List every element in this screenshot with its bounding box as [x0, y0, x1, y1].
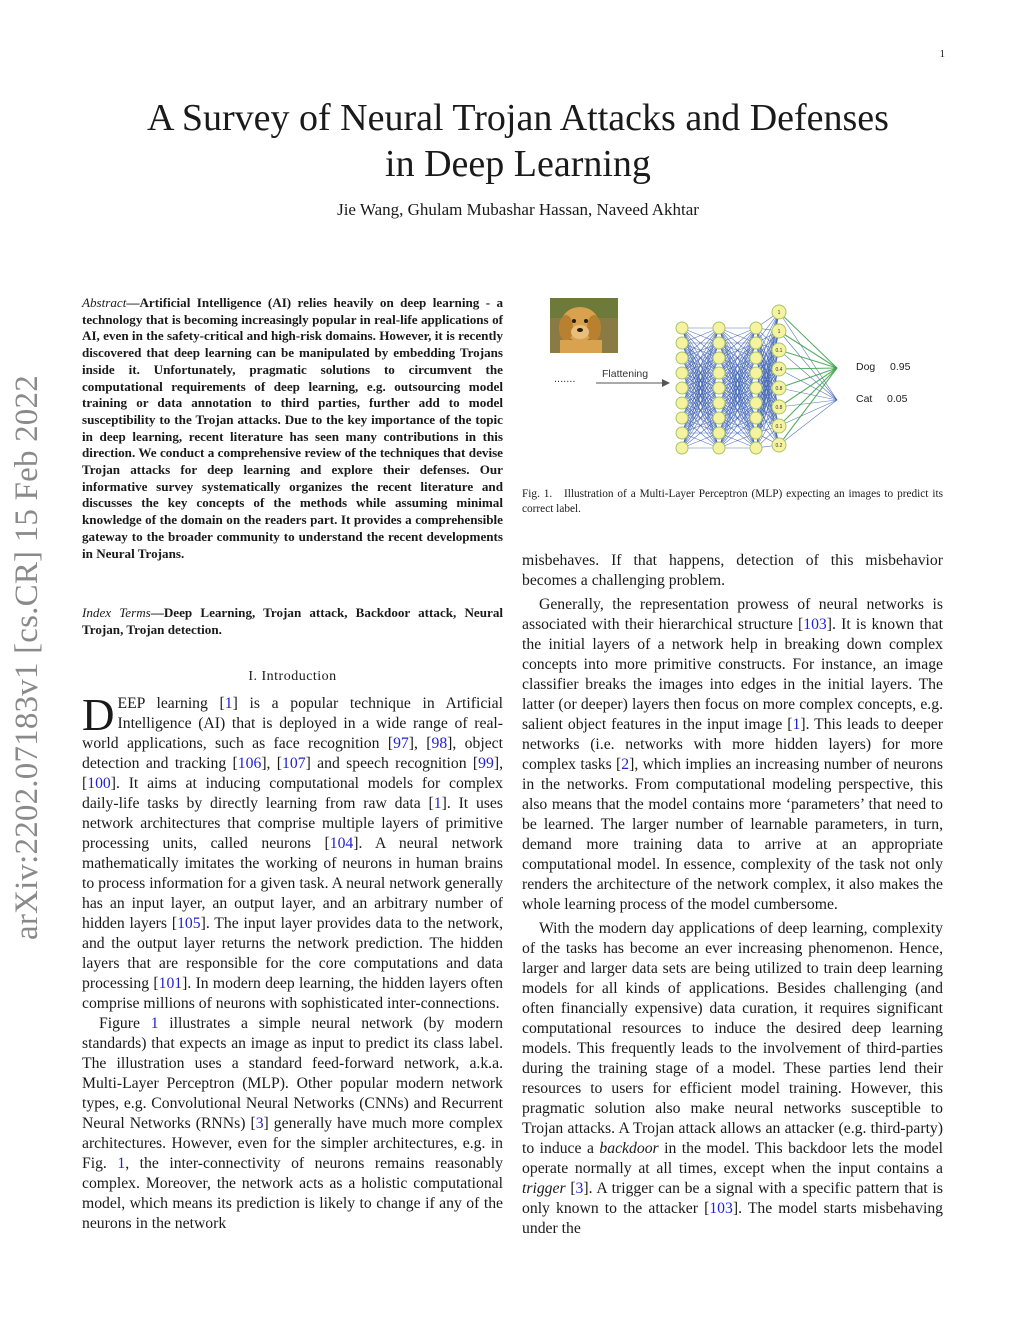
- text-run: in the model. This backdoor lets the model operate normally at all times, except when the input contains a: [522, 1140, 944, 1177]
- neuron: [676, 442, 688, 454]
- connection-edge: [779, 312, 837, 400]
- neuron: [713, 352, 725, 364]
- text-run: ], which implies an increasing number of neurons in the networks. From computational modeling perspective, this also means that the model contains more ‘parameters’ that need to be learned. The larger number of learnable parameters, in turn, demand more training data to arrive at an appropriate computational model. In essence, complexity of the task not only renders the architecture of the network complex, it also makes the whole learning process of the model cumbersome.: [522, 756, 943, 913]
- neuron: [750, 352, 762, 364]
- flattening-label: Flattening: [602, 368, 649, 380]
- flattening-dots: .......: [554, 373, 576, 385]
- text-run: ]. The model starts misbehaving under the: [522, 1200, 944, 1237]
- connection-edge: [779, 368, 837, 426]
- left-column-body: [82, 690, 504, 1234]
- text-run: ]. This leads to deeper networks (i.e. networks with more hidden layers) for more complex tasks [: [522, 716, 943, 773]
- neuron-value: 0.8: [775, 405, 783, 411]
- text-run: ]. It aims at inducing computational models for complex daily-life tasks by directly learning from raw data [: [82, 775, 503, 812]
- citation-link[interactable]: 103: [803, 616, 827, 633]
- text-run: ]. In modern deep learning, the hidden layers often comprise millions of neurons with sophisticated inter-connections.: [82, 975, 503, 1012]
- output-label-dog: Dog: [856, 361, 876, 373]
- neuron: [713, 412, 725, 424]
- neuron: [750, 367, 762, 379]
- citation-link[interactable]: 106: [237, 755, 262, 772]
- output-value-cat: 0.05: [887, 393, 908, 405]
- text-run: Generally, the representation prowess of neural networks is associated with their hierarchical structure [: [522, 596, 943, 633]
- neuron: [750, 337, 762, 349]
- flattening-arrowhead: [662, 379, 670, 387]
- abstract-text: —Artificial Intelligence (AI) relies heavily on deep learning - a technology that is becoming increasingly popular in real-life applications of AI, even in the safety-critical and high-risk domains. However, it is recently discovered that deep learning can be manipulated by embedding Trojans inside it. Unfortunately, pragmatic solutions to circumvent the computational requirements of deep learning, e.g. outsourcing model training or data annotation to third parties, further add to model susceptibility to the Trojan attacks. Due to the key importance of the topic in deep learning, recent literature has seen many contributions in this direction. We conduct a comprehensive review of the techniques that devise Trojan attacks for deep learning and explore their defenses. Our informative survey systematically organizes the recent literature and discusses the key concepts of the methods while assuming minimal knowledge of the domain on the readers part. It provides a comprehensible gateway to the broader community to understand the recent developments in Neural Trojans.: [82, 295, 503, 561]
- connection-edge: [779, 350, 837, 400]
- arxiv-identifier: arXiv:2202.07183v1 [cs.CR] 15 Feb 2022: [9, 375, 45, 940]
- neuron: [713, 382, 725, 394]
- citation-link[interactable]: 2: [621, 756, 630, 773]
- citation-link[interactable]: 107: [282, 755, 306, 772]
- text-run: illustrates a simple neural network (by modern standards) that expects an image as input to predict its class label. The illustration uses a standard feed-forward network, a.k.a. Multi-Layer Perceptron (MLP). Other popular modern network types, e.g. Convolutional Neural Networks (CNNs) and Recurrent Neural Networks (RNNs) [: [82, 1015, 503, 1132]
- neuron: [676, 367, 688, 379]
- citation-link[interactable]: 98: [431, 735, 448, 752]
- neuron: [713, 322, 725, 334]
- neuron: [676, 427, 688, 439]
- paragraph-intro-1: [82, 690, 504, 1014]
- citation-link[interactable]: 101: [158, 975, 183, 992]
- author-list: Jie Wang, Ghulam Mubashar Hassan, Naveed Akhtar: [337, 200, 699, 219]
- citation-link[interactable]: 1: [150, 1015, 159, 1032]
- neuron: [750, 427, 762, 439]
- neuron: [713, 367, 725, 379]
- neuron: [713, 442, 725, 454]
- citation-link[interactable]: 1: [433, 795, 442, 812]
- text-run: ], [: [82, 755, 503, 792]
- citation-link[interactable]: 3: [255, 1115, 264, 1132]
- neuron-value: 0.4: [775, 367, 783, 373]
- neuron: [750, 412, 762, 424]
- text-run: ], [: [408, 735, 432, 752]
- text-run: ] generally have much more complex architectures. However, even for the simpler architectures, e.g. in Fig.: [82, 1115, 503, 1172]
- text-run: ]. It uses network architectures that comprise multiple layers of primitive processing units, called neurons [: [82, 795, 504, 852]
- text-run: [: [565, 1180, 576, 1197]
- emphasis: backdoor: [599, 1140, 659, 1157]
- paper-title: [60, 95, 976, 187]
- neuron: [750, 322, 762, 334]
- citation-link[interactable]: 97: [393, 735, 409, 752]
- neuron: [676, 412, 688, 424]
- text-run: ]. A trigger can be a signal with a specific pattern that is only known to the attacker [: [522, 1180, 943, 1217]
- output-value-dog: 0.95: [890, 361, 911, 373]
- neuron-value: 1: [777, 310, 781, 316]
- citation-link[interactable]: 100: [87, 775, 111, 792]
- figure-caption-text: Illustration of a Multi-Layer Perceptron (MLP) expecting an images to predict its correct label.: [522, 488, 943, 515]
- dog-photo: [550, 298, 618, 353]
- neuron: [676, 382, 688, 394]
- text-run: EEP learning [: [117, 695, 225, 712]
- output-label-cat: Cat: [856, 393, 873, 405]
- neuron: [750, 442, 762, 454]
- connection-edge: [779, 400, 837, 426]
- connection-edge: [779, 331, 837, 368]
- citation-link[interactable]: 103: [709, 1200, 733, 1217]
- text-run: , the inter-connectivity of neurons remains reasonably complex. Moreover, the network acts as a holistic computational model, which means its prediction is likely to change if any of the neurons in the network: [82, 1155, 503, 1232]
- neuron: [713, 337, 725, 349]
- citation-link[interactable]: 99: [478, 755, 494, 772]
- neuron-value: 0.8: [775, 386, 783, 392]
- text-run: ] and speech recognition [: [305, 755, 479, 772]
- neuron: [676, 352, 688, 364]
- neuron: [676, 397, 688, 409]
- neuron: [713, 427, 725, 439]
- text-run: ]. The input layer provides data to the network, and the output layer returns the network prediction. The hidden layers that are responsible for the core computations and data processing [: [82, 915, 503, 992]
- index-terms-label: Index Terms: [82, 605, 151, 620]
- neuron-value: 0.1: [775, 348, 783, 354]
- citation-link[interactable]: 3: [575, 1180, 584, 1197]
- paragraph-applications: [522, 919, 943, 1239]
- paragraph-text: [82, 690, 504, 1012]
- index-terms-text: —Deep Learning, Trojan attack, Backdoor attack, Neural Trojan, Trojan detection.: [82, 605, 503, 637]
- figure-caption-label: Fig. 1.: [522, 488, 553, 500]
- citation-link[interactable]: 1: [224, 695, 233, 712]
- neuron: [676, 322, 688, 334]
- paragraph-continued: misbehaves. If that happens, detection of this misbehavior becomes a challenging problem.: [522, 552, 943, 589]
- page-number: 1: [939, 48, 945, 60]
- drop-cap: D: [82, 690, 115, 740]
- connection-edge: [779, 312, 837, 368]
- neuron: [713, 397, 725, 409]
- text-run: ]. A neural network mathematically imitates the working of neurons in human brains to process information for a given task. A neural network generally has an input layer, an output layer, and an arbitrary number of hidden layers [: [82, 835, 503, 932]
- text-run: ]. It is known that the initial layers of a network help in breaking down complex concepts into more primitive constructs. For instance, an image classifier breaks the images into edges in the initial layers. The latter (or deeper) layers then focus on more complex concepts, e.g. salient object features in the input image [: [522, 616, 943, 733]
- right-column-body: [522, 551, 943, 1239]
- paragraph-representation: [522, 595, 943, 915]
- neuron: [750, 382, 762, 394]
- text-run: ], [: [261, 755, 283, 772]
- title-line-1: A Survey of Neural Trojan Attacks and Defenses: [147, 97, 889, 139]
- citation-link[interactable]: 104: [329, 835, 354, 852]
- figure-caption: [522, 487, 943, 516]
- text-run: ] is a popular technique in Artificial Intelligence (AI) that is deployed in a wide range of real-world applications, such as face recognition [: [82, 695, 503, 752]
- citation-link[interactable]: 105: [177, 915, 201, 932]
- title-line-2: in Deep Learning: [385, 143, 651, 185]
- neuron-value: 1: [777, 329, 781, 335]
- citation-link[interactable]: 1: [117, 1155, 126, 1172]
- connection-edge: [779, 368, 837, 388]
- emphasis: trigger: [522, 1180, 566, 1197]
- abstract-label: Abstract: [82, 295, 127, 310]
- neuron-value: 0.1: [775, 424, 783, 430]
- neuron-value: 0.2: [775, 443, 783, 449]
- mlp-figure: [522, 290, 942, 475]
- section-heading-introduction: I. Introduction: [248, 669, 337, 684]
- index-terms: [82, 605, 503, 638]
- citation-link[interactable]: 1: [792, 716, 801, 733]
- abstract: [82, 295, 503, 562]
- text-run: Figure: [99, 1015, 151, 1032]
- connection-edge: [779, 368, 837, 369]
- text-run: ], object detection and tracking [: [82, 735, 504, 772]
- neuron: [750, 397, 762, 409]
- neuron: [676, 337, 688, 349]
- text-run: With the modern day applications of deep learning, complexity of the tasks has become an ever increasing phenomenon. Hence, larger and larger data sets are being utilized to train deep learning models for all kinds of applications. Besides challenging (and often financially expensive) data curation, it requires significant computational resources to induce the desired deep learning models. This frequently leads to the involvement of third-parties during the training stage of a model. These parties lend their resources to users for efficient model training. However, this pragmatic solution also make neural networks susceptible to Trojan attacks. A Trojan attack allows an attacker (e.g. third-party) to induce a: [522, 920, 943, 1157]
- paragraph-intro-2: [82, 1014, 503, 1234]
